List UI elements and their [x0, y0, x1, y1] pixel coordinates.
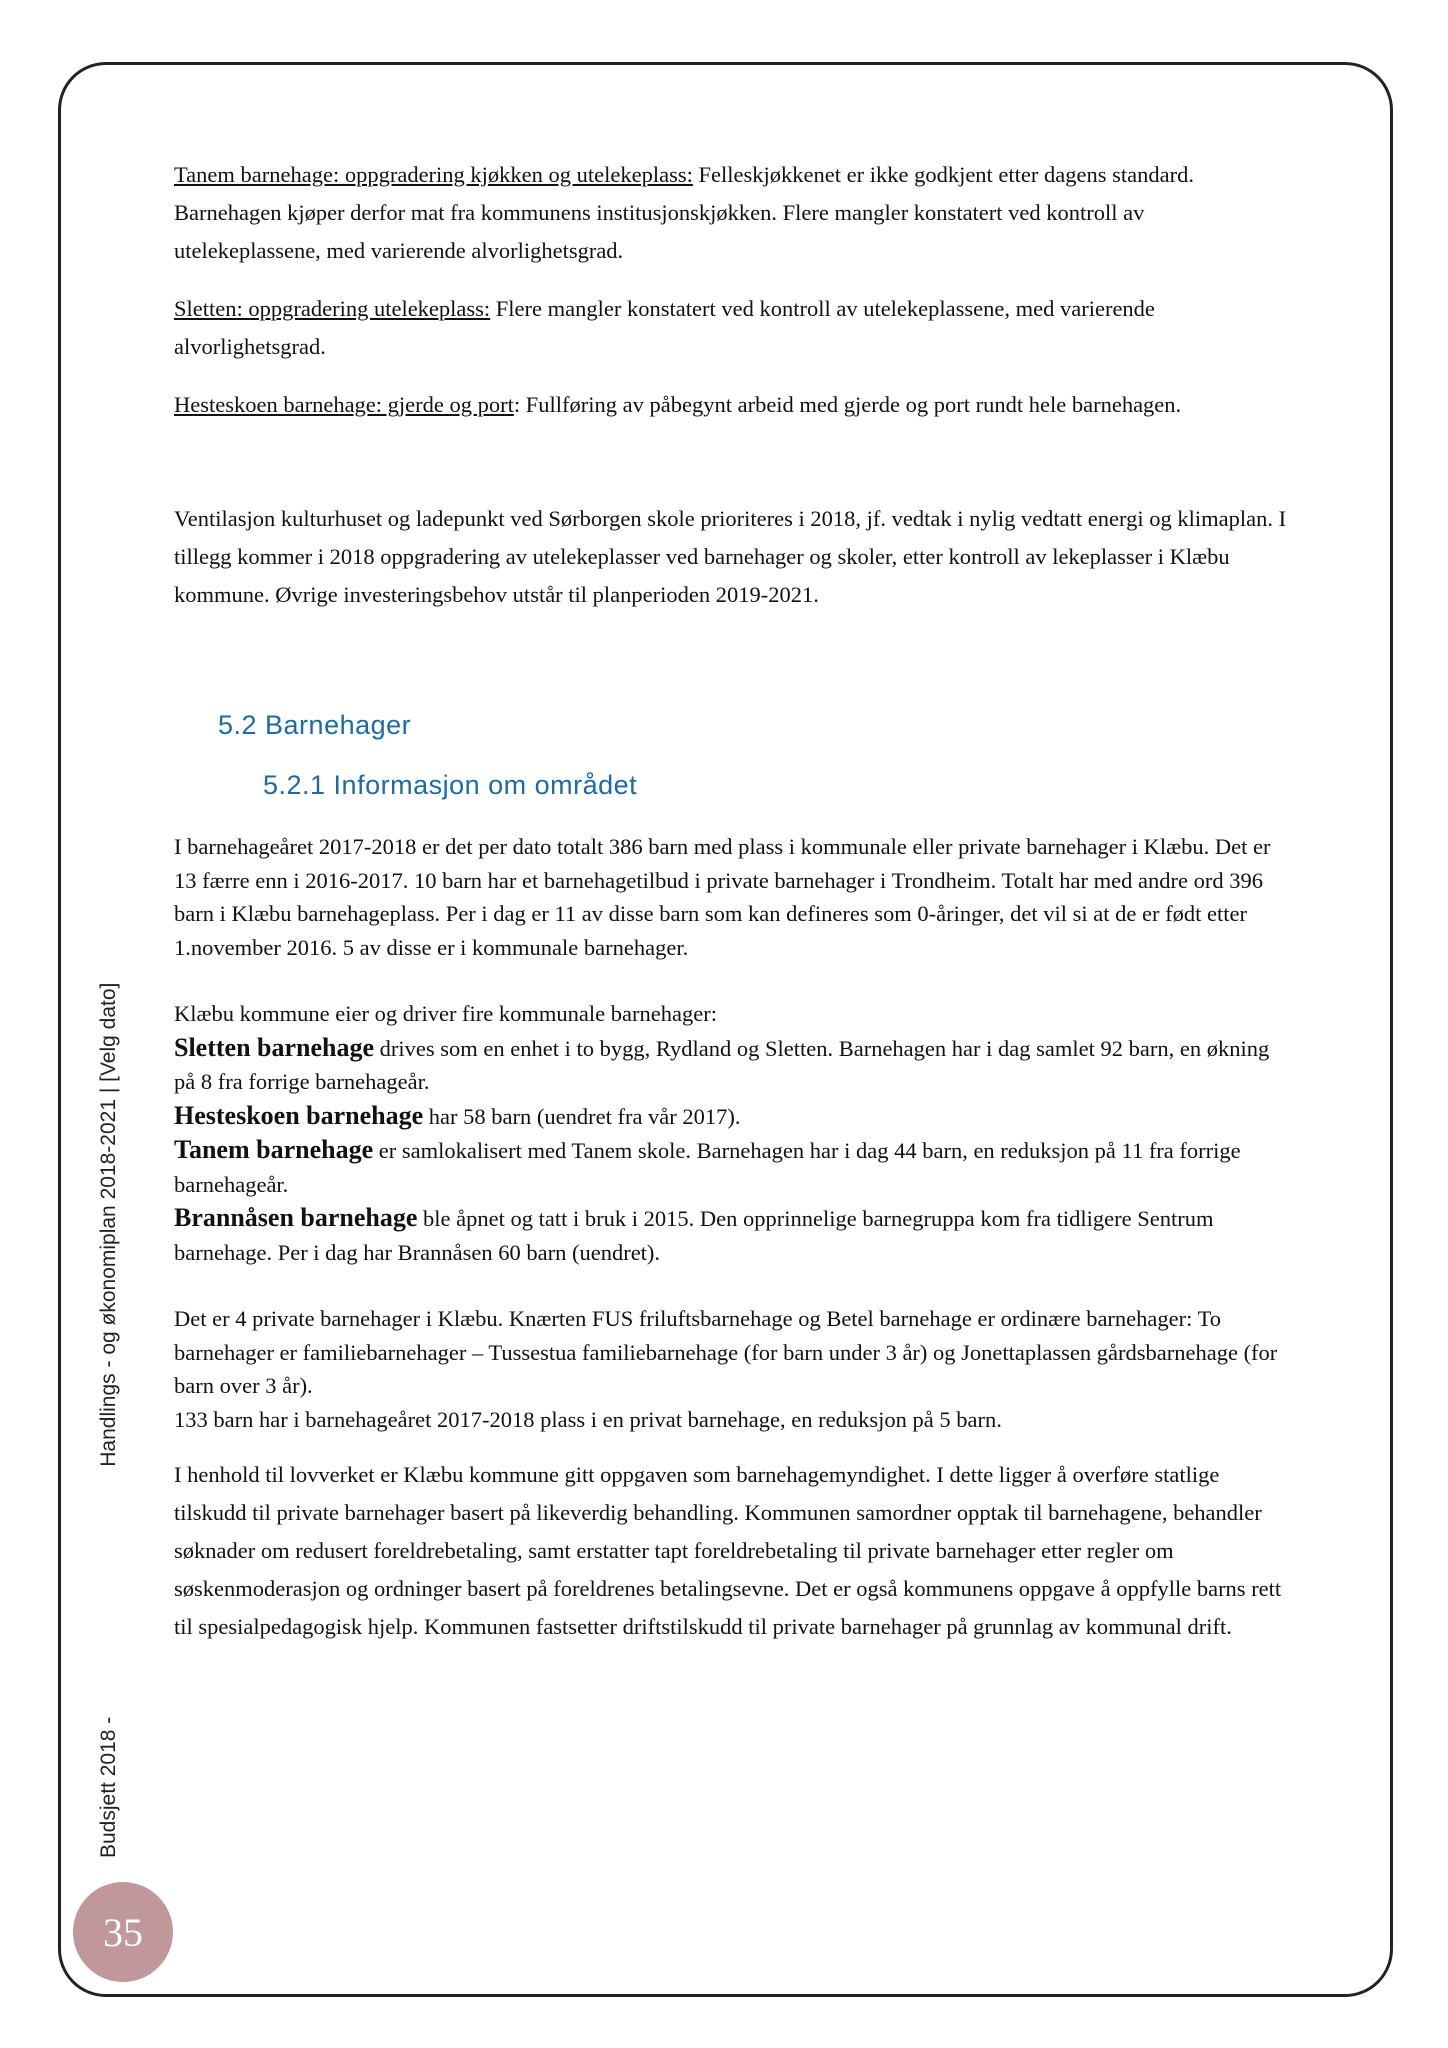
tanem-desc: er samlokalisert med Tanem skole. Barnehagen har i dag 44 barn, en reduksjon på 11 fra forrige barnehageår. [174, 1138, 1241, 1197]
paragraph-tanem [174, 156, 1292, 270]
page-number: 35 [103, 1909, 143, 1955]
tanem-name: Tanem barnehage [174, 1135, 374, 1164]
paragraph-ventilasjon: Ventilasjon kulturhuset og ladepunkt ved Sørborgen skole prioriteres i 2018, jf. vedtak i nylig vedtatt energi og klimaplan. I tillegg kommer i 2018 oppgradering av utelekeplasser ved barnehager og skoler, etter kontroll av lekeplasser i Klæbu kommune. Øvrige investeringsbehov utstår til planperioden 2019-2021. [174, 506, 1287, 607]
hesteskoen-text: : Fullføring av påbegynt arbeid med gjerde og port rundt hele barnehagen. [513, 392, 1182, 417]
section-heading: 5.2 Barnehager [218, 710, 412, 740]
tanem-text: Felleskjøkkenet er ikke godkjent etter dagens standard. Barnehagen kjøper derfor mat fra kommunens institusjonskjøkken. Flere mangler konstatert ved kontroll av utelekeplassene, med varierende alvorlighetsgrad. [174, 162, 1194, 263]
sletten-desc: drives som en enhet i to bygg, Rydland og Sletten. Barnehagen har i dag samlet 92 barn, en økning på 8 fra forrige barnehageår. [174, 1035, 1270, 1094]
hesteskoen-label: Hesteskoen barnehage: gjerde og port [174, 392, 514, 417]
sletten-label: Sletten: oppgradering utelekeplass: [174, 296, 491, 321]
paragraph-private: Det er 4 private barnehager i Klæbu. Knærten FUS friluftsbarnehage og Betel barnehage er ordinære barnehager: To barnehager er familiebarnehager – Tussestua familiebarnehage (for barn under 3 år) og Jonettaplassen gårdsbarnehage (for barn over 3 år). [174, 1306, 1278, 1398]
kindergarten-brannasen [174, 1201, 1292, 1269]
sletten-name: Sletten barnehage [174, 1032, 375, 1062]
paragraph-lovverk: I henhold til lovverket er Klæbu kommune gitt oppgaven som barnehagemyndighet. I dette ligger å overføre statlige tilskudd til private barnehager basert på likeverdig behandling. Kommunen samordner opptak til barnehagene, behandler søknader om redusert foreldrebetaling, samt erstatter tapt foreldrebetaling til private barnehager etter regler om søskenmoderasjon og ordninger basert på foreldrenes betalingsevne. Det er også kommunens oppgave å oppfylle barns rett til spesialpedagogisk hjelp. Kommunen fastsetter driftstilskudd til private barnehager på grunnlag av kommunal drift. [174, 1462, 1282, 1639]
sidebar-running-header [97, 983, 121, 1858]
sidebar-text-plan: Handlings - og økonomiplan 2018-2021 | [Velg dato] [97, 982, 120, 1467]
paragraph-sletten [174, 290, 1292, 366]
kindergarten-hesteskoen [174, 1099, 1292, 1134]
paragraph-private-count: 133 barn har i barnehageåret 2017-2018 plass i en privat barnehage, en reduksjon på 5 barn. [174, 1406, 1002, 1432]
subsection-heading: 5.2.1 Informasjon om området [263, 770, 638, 800]
hesteskoen-name: Hesteskoen barnehage [174, 1100, 424, 1130]
paragraph-hesteskoen [174, 386, 1292, 424]
sidebar-text-budget: Budsjett 2018 - [97, 1716, 120, 1858]
tanem-label: Tanem barnehage: oppgradering kjøkken og utelekeplass: [174, 162, 693, 187]
page-number-badge [73, 1882, 173, 1982]
kindergarten-tanem [174, 1133, 1292, 1201]
hesteskoen-desc: har 58 barn (uendret fra vår 2017). [423, 1103, 741, 1129]
brannasen-desc: ble åpnet og tatt i bruk i 2015. Den opprinnelige barnegruppa kom fra tidligere Sentrum barnehage. Per i dag har Brannåsen 60 barn (uendret). [174, 1206, 1214, 1265]
kindergarten-sletten [174, 1031, 1292, 1099]
brannasen-name: Brannåsen barnehage [174, 1203, 418, 1232]
page-content [174, 156, 1292, 1666]
info-block [174, 830, 1292, 1436]
paragraph-intro: I barnehageåret 2017-2018 er det per dato totalt 386 barn med plass i kommunale eller private barnehager i Klæbu. Det er 13 færre enn i 2016-2017. 10 barn har et barnehagetilbud i private barnehager i Trondheim. Totalt har med andre ord 396 barn i Klæbu barnehageplass. Per i dag er 11 av disse barn som kan defineres som 0-åringer, det vil si at de er født etter 1.november 2016. 5 av disse er i kommunale barnehager. [174, 834, 1271, 960]
sletten-text: Flere mangler konstatert ved kontroll av utelekeplassene, med varierende alvorlighetsgrad. [174, 296, 1155, 359]
owns-line: Klæbu kommune eier og driver fire kommunale barnehager: [174, 1001, 717, 1026]
